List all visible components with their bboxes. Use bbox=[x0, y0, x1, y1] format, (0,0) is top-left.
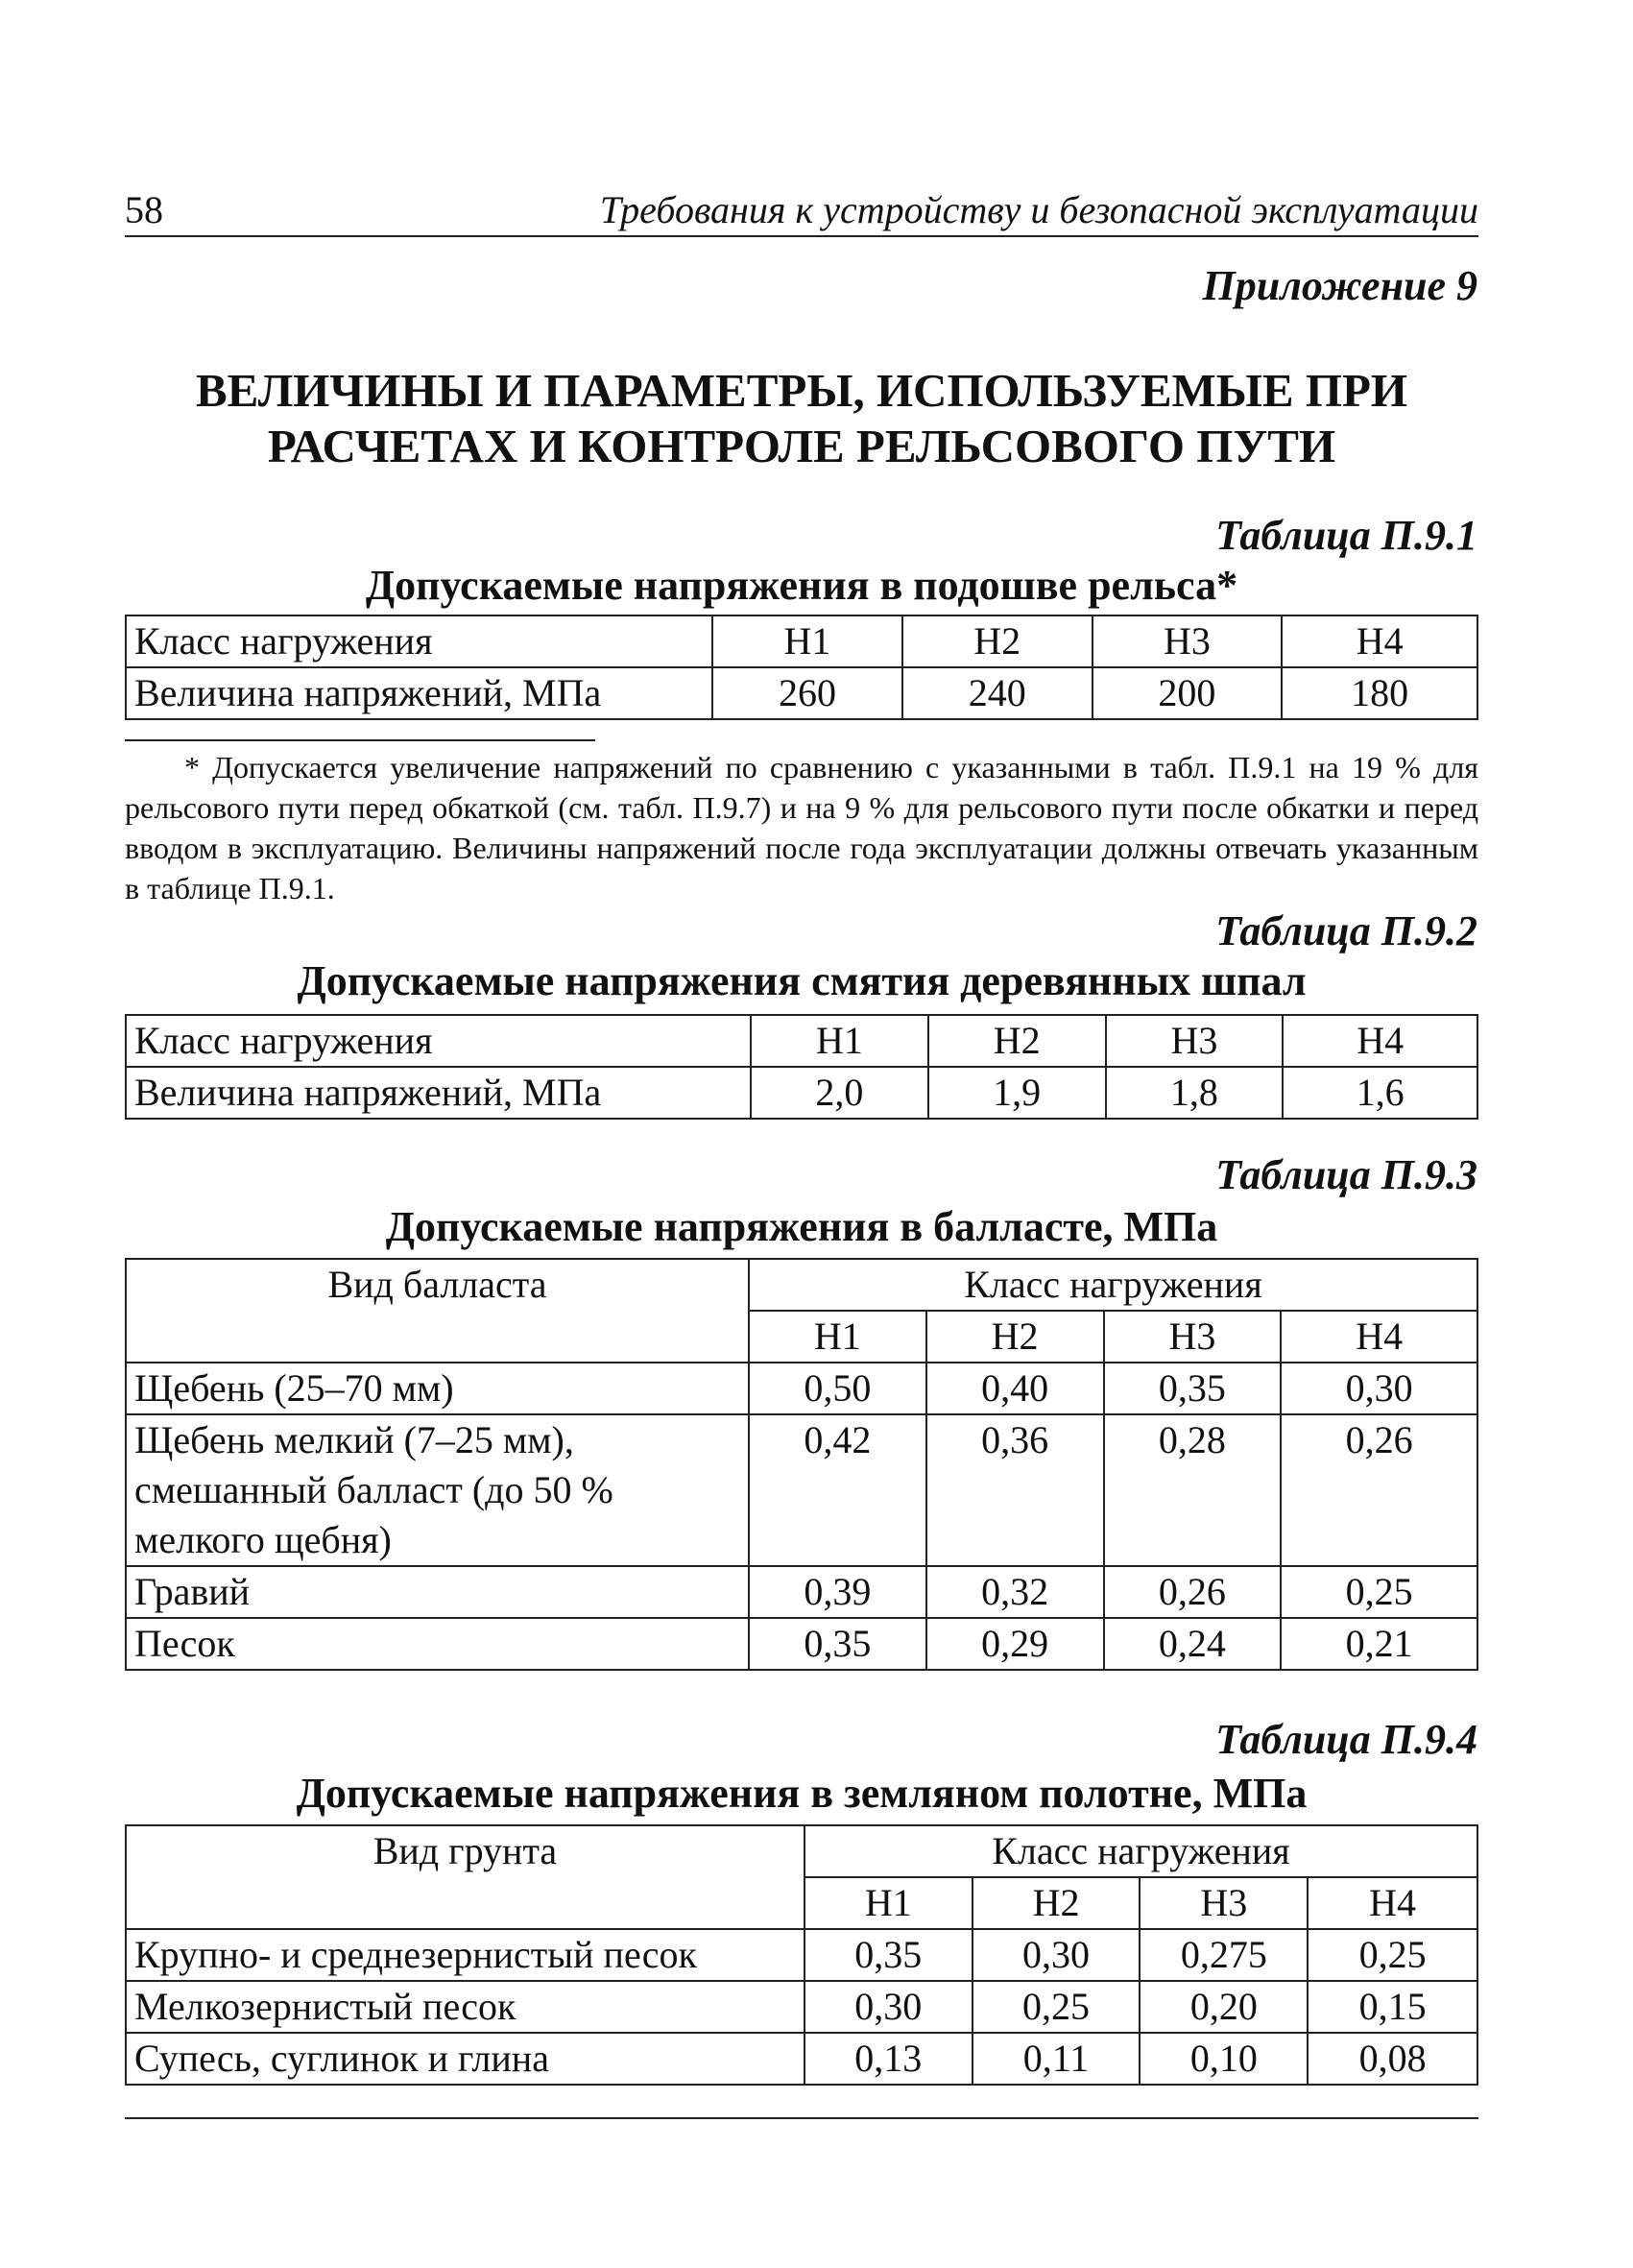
table-row bbox=[126, 1618, 1477, 1670]
page-header bbox=[125, 187, 1478, 237]
table4-cell: 0,275 bbox=[1140, 1929, 1308, 1981]
table1-class-h1: Н1 bbox=[712, 615, 902, 667]
table4-class-h1: Н1 bbox=[804, 1877, 973, 1929]
table3-cell: 0,30 bbox=[1281, 1363, 1477, 1414]
footnote bbox=[125, 747, 1478, 908]
table3-cell: 0,36 bbox=[926, 1414, 1104, 1566]
table3-row-name-line: Щебень мелкий (7–25 мм), bbox=[134, 1418, 574, 1461]
table3-cell: 0,32 bbox=[926, 1566, 1104, 1618]
table-row bbox=[126, 1929, 1477, 1981]
table3-row-name: Гравий bbox=[126, 1566, 749, 1618]
table3-cell: 0,21 bbox=[1281, 1618, 1477, 1670]
table1-value-h4: 180 bbox=[1282, 667, 1477, 719]
footnote-text: * Допускается увеличение напряжений по сравнению с указанными в табл. П.9.1 на 19 % для рельсового пути перед обкаткой (см. табл. П.9.7) и на 9 % для рельсового пути после обкатки и перед вводом в эксплуатацию. Величины напряжений после года эксплуатации должны отвечать указанным в таблице П.9.1. bbox=[125, 750, 1478, 905]
table2-value-h2: 1,9 bbox=[928, 1067, 1106, 1119]
table3-row-name-line: мелкого щебня) bbox=[134, 1518, 392, 1561]
table1-value-h3: 200 bbox=[1093, 667, 1283, 719]
table-row bbox=[126, 1414, 1477, 1566]
table2-class-h1: Н1 bbox=[751, 1015, 928, 1067]
table4-cell: 0,30 bbox=[804, 1981, 973, 2033]
table2-value-h3: 1,8 bbox=[1106, 1067, 1284, 1119]
table3-cell: 0,42 bbox=[749, 1414, 926, 1566]
table-row bbox=[126, 667, 1477, 719]
table1-value-h1: 260 bbox=[712, 667, 902, 719]
table-row bbox=[126, 1015, 1477, 1067]
table4-row-name: Мелкозернистый песок bbox=[126, 1981, 804, 2033]
table3-row-name-line: смешанный балласт (до 50 % bbox=[134, 1468, 613, 1511]
table2-row2-label: Величина напряжений, МПа bbox=[126, 1067, 751, 1119]
table4-row-name: Крупно- и среднезернистый песок bbox=[126, 1929, 804, 1981]
table4-cell: 0,15 bbox=[1308, 1981, 1477, 2033]
table-row bbox=[126, 2033, 1477, 2085]
table-row bbox=[126, 1259, 1477, 1311]
table1-row2-label: Величина напряжений, МПа bbox=[126, 667, 712, 719]
table4-cell: 0,30 bbox=[973, 1929, 1141, 1981]
table2-class-h2: Н2 bbox=[928, 1015, 1106, 1067]
table4-label: Таблица П.9.4 bbox=[1215, 1716, 1477, 1763]
table3-col-header: Вид балласта bbox=[126, 1259, 749, 1363]
table2-row1-label: Класс нагружения bbox=[126, 1015, 751, 1067]
table3-group-header: Класс нагружения bbox=[749, 1259, 1477, 1311]
table3 bbox=[125, 1258, 1478, 1671]
table2-value-h4: 1,6 bbox=[1283, 1067, 1477, 1119]
table2 bbox=[125, 1014, 1478, 1120]
main-title-line-1: ВЕЛИЧИНЫ И ПАРАМЕТРЫ, ИСПОЛЬЗУЕМЫЕ ПРИ bbox=[195, 364, 1408, 417]
table-row bbox=[126, 1363, 1477, 1414]
table2-title: Допускаемые напряжения смятия деревянных шпал bbox=[297, 957, 1307, 1004]
table1 bbox=[125, 615, 1478, 720]
table4 bbox=[125, 1824, 1478, 2086]
table2-class-h4: Н4 bbox=[1283, 1015, 1477, 1067]
table1-class-h4: Н4 bbox=[1282, 615, 1477, 667]
footnote-separator bbox=[125, 739, 595, 741]
main-title bbox=[125, 363, 1478, 474]
table4-class-h4: Н4 bbox=[1308, 1877, 1477, 1929]
main-title-line-2: РАСЧЕТАХ И КОНТРОЛЕ РЕЛЬСОВОГО ПУТИ bbox=[267, 420, 1336, 472]
table2-label: Таблица П.9.2 bbox=[1215, 907, 1477, 954]
table3-cell: 0,39 bbox=[749, 1566, 926, 1618]
table3-class-h1: Н1 bbox=[749, 1311, 926, 1363]
table3-cell: 0,35 bbox=[1104, 1363, 1282, 1414]
table3-cell: 0,26 bbox=[1104, 1566, 1282, 1618]
table3-cell: 0,35 bbox=[749, 1618, 926, 1670]
table3-class-h2: Н2 bbox=[926, 1311, 1104, 1363]
table4-group-header: Класс нагружения bbox=[804, 1825, 1477, 1877]
page-number: 58 bbox=[125, 188, 163, 231]
table3-cell: 0,24 bbox=[1104, 1618, 1282, 1670]
table4-cell: 0,20 bbox=[1140, 1981, 1308, 2033]
table1-class-h3: Н3 bbox=[1093, 615, 1283, 667]
table3-cell: 0,26 bbox=[1281, 1414, 1477, 1566]
table-row bbox=[126, 615, 1477, 667]
table3-class-h4: Н4 bbox=[1281, 1311, 1477, 1363]
table3-cell: 0,40 bbox=[926, 1363, 1104, 1414]
table3-class-h3: Н3 bbox=[1104, 1311, 1282, 1363]
table-row bbox=[126, 1067, 1477, 1119]
table1-title: Допускаемые напряжения в подошве рельса* bbox=[365, 562, 1238, 609]
table1-row1-label: Класс нагружения bbox=[126, 615, 712, 667]
table-row bbox=[126, 1825, 1477, 1877]
table4-class-h2: Н2 bbox=[973, 1877, 1141, 1929]
table2-value-h1: 2,0 bbox=[751, 1067, 928, 1119]
table4-cell: 0,25 bbox=[973, 1981, 1141, 2033]
running-title: Требования к устройству и безопасной эксплуатации bbox=[599, 188, 1478, 231]
table4-cell: 0,11 bbox=[973, 2033, 1141, 2085]
table3-row-name: Песок bbox=[126, 1618, 749, 1670]
table3-cell: 0,29 bbox=[926, 1618, 1104, 1670]
table2-class-h3: Н3 bbox=[1106, 1015, 1284, 1067]
table4-cell: 0,35 bbox=[804, 1929, 973, 1981]
table4-col-header: Вид грунта bbox=[126, 1825, 804, 1929]
table1-class-h2: Н2 bbox=[902, 615, 1093, 667]
table1-label: Таблица П.9.1 bbox=[1215, 512, 1477, 559]
table4-cell: 0,08 bbox=[1308, 2033, 1477, 2085]
table4-cell: 0,25 bbox=[1308, 1929, 1477, 1981]
table3-cell: 0,25 bbox=[1281, 1566, 1477, 1618]
table3-row-name: Щебень (25–70 мм) bbox=[126, 1363, 749, 1414]
table4-title: Допускаемые напряжения в земляном полотне, МПа bbox=[296, 1770, 1308, 1817]
table3-title: Допускаемые напряжения в балласте, МПа bbox=[385, 1203, 1218, 1250]
table3-row-name bbox=[126, 1414, 749, 1566]
appendix-label: Приложение 9 bbox=[1202, 262, 1477, 309]
bottom-rule bbox=[125, 2117, 1478, 2119]
table4-class-h3: Н3 bbox=[1140, 1877, 1308, 1929]
table3-cell: 0,50 bbox=[749, 1363, 926, 1414]
table3-cell: 0,28 bbox=[1104, 1414, 1282, 1566]
table4-cell: 0,13 bbox=[804, 2033, 973, 2085]
table-row bbox=[126, 1566, 1477, 1618]
table4-row-name: Супесь, суглинок и глина bbox=[126, 2033, 804, 2085]
table4-cell: 0,10 bbox=[1140, 2033, 1308, 2085]
table-row bbox=[126, 1981, 1477, 2033]
table3-label: Таблица П.9.3 bbox=[1215, 1151, 1477, 1198]
table1-value-h2: 240 bbox=[902, 667, 1093, 719]
